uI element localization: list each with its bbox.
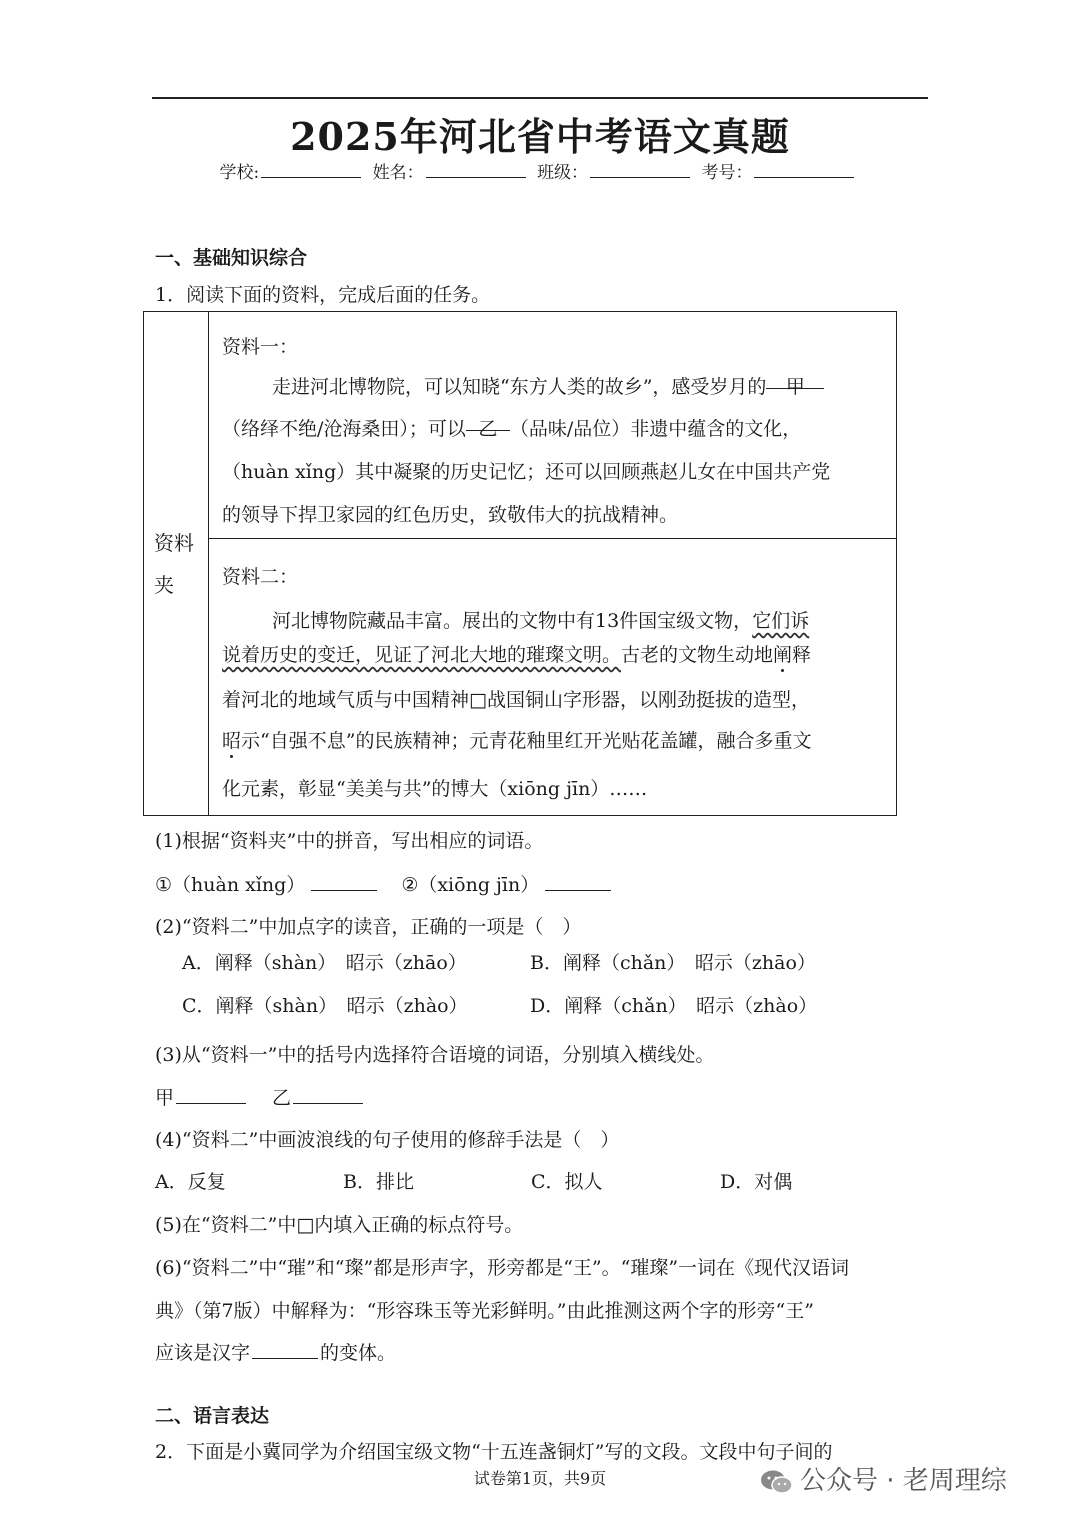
school-field[interactable] [261,163,361,178]
q1-4-option-c[interactable]: C．拟人 [531,1171,603,1193]
q1-5: (5)在“资料二”中□内填入正确的标点符号。 [155,1214,524,1236]
q1-2-option-a[interactable]: A．阐释（shàn） 昭示（zhāo） [182,952,467,974]
q1-6-line2: 典》（第7版）中解释为：“形容珠玉等光彩鲜明。”由此推测这两个字的形旁“王” [155,1300,814,1322]
q1-1-answers [155,870,611,897]
page-footer: 试卷第1页，共9页 [473,1469,607,1488]
material2-line5: 化元素，彰显“美美与共”的博大（xiōng jīn）…… [222,778,648,800]
q1-3-yi-label: 乙 [272,1087,292,1109]
watermark-text: 公众号 · 老周理综 [800,1466,1007,1496]
page-title: 2025年河北省中考语文真题 [290,114,790,159]
q1-1-a-blank[interactable] [311,874,377,891]
material2-line3: 着河北的地域气质与中国精神□战国铜山字形器，以刚劲挺拔的造型， [222,689,810,711]
q1-stem: 1．阅读下面的资料，完成后面的任务。 [155,284,491,306]
dotted-char-zhao: 昭 [222,730,242,752]
box-divider-vertical [208,312,209,815]
dotted-char-chan: 阐 [773,644,793,666]
box-divider-horizontal [208,538,896,539]
q1-3: (3)从“资料一”中的括号内选择符合语境的词语，分别填入横线处。 [155,1044,715,1066]
m2-line4-text: 示“自强不息”的民族精神；元青花釉里红开光贴花盖罐，融合多重文 [241,730,812,752]
q1-6-line3-a: 应该是汉字 [155,1342,251,1364]
q1-6-blank[interactable] [252,1342,318,1359]
class-label: 班级： [537,163,589,183]
side-label-1: 资料 [154,531,194,555]
q1-4: (4)“资料二”中画波浪线的句子使用的修辞手法是（ ） [155,1129,620,1151]
q1-4-option-a[interactable]: A．反复 [155,1171,226,1193]
top-rule [152,97,928,99]
q1-3-jia-blank[interactable] [176,1087,246,1104]
student-info-row [0,158,1080,183]
q1-3-yi-blank[interactable] [293,1087,363,1104]
watermark [760,1460,1007,1497]
q1-4-option-d[interactable]: D．对偶 [720,1171,793,1193]
side-label-2: 夹 [154,573,174,597]
section2-heading: 二、语言表达 [155,1405,270,1427]
material1-line4: 的领导下捍卫家园的红色历史，致敬伟大的抗战精神。 [222,504,679,526]
blank-jia: 甲 [766,372,824,389]
name-field[interactable] [426,163,526,178]
q1-3-answers [155,1083,363,1110]
q1-6-line1: (6)“资料二”中“璀”和“璨”都是形声字，形旁都是“王”。“璀璨”一词在《现代汉语词 [155,1257,850,1279]
q1-4-option-b[interactable]: B．排比 [343,1171,414,1193]
number-field[interactable] [754,163,854,178]
q1-2-option-d[interactable]: D．阐释（chǎn） 昭示（zhào） [530,995,818,1017]
m2-line2-text-c: 释 [792,644,812,666]
number-label: 考号： [701,163,753,183]
m2-wavy-part1: 它们诉 [752,610,810,632]
material1-line2 [222,414,801,441]
material1-line3: （huàn xǐng）其中凝聚的历史记忆；还可以回顾燕赵儿女在中国共产党 [222,461,831,483]
q1-3-jia-label: 甲 [155,1087,175,1109]
q1-2: (2)“资料二”中加点字的读音，正确的一项是（ ） [155,916,582,938]
q1-1-b-blank[interactable] [545,874,611,891]
m1-line2-text-a: （络绎不绝/沧海桑田）；可以 [222,418,466,440]
wechat-icon [760,1469,794,1495]
m2-line2-text-b: 古老的文物生动地 [621,644,774,666]
school-label: 学校: [219,163,260,183]
q1-2-option-b[interactable]: B．阐释（chǎn） 昭示（zhāo） [530,952,816,974]
q1-6-line3 [155,1338,396,1365]
blank-yi: 乙 [466,414,510,431]
material-box [143,311,897,816]
section1-heading: 一、基础知识综合 [155,247,308,269]
q1-6-line3-b: 的变体。 [320,1342,397,1364]
q1-1-b-label: ②（xiōng jīn） [401,874,540,896]
material1-title: 资料一： [222,336,299,358]
q1-1: (1)根据“资料夹”中的拼音，写出相应的词语。 [155,830,544,852]
m1-line2-text-b: （品味/品位）非遗中蕴含的文化， [509,418,802,440]
q1-1-a-label: ①（huàn xǐng） [155,874,306,896]
m2-wavy-part2: 说着历史的变迁，见证了河北大地的璀璨文明。 [222,644,622,666]
material2-line1 [272,606,809,633]
material2-line2 [222,640,811,667]
class-field[interactable] [590,163,690,178]
material1-line1 [272,372,824,399]
box-side-label [154,522,198,606]
q1-2-option-c[interactable]: C．阐释（shàn） 昭示（zhào） [182,995,468,1017]
m2-line1-text: 河北博物院藏品丰富。展出的文物中有13件国宝级文物， [272,610,753,632]
material2-line4 [222,726,811,753]
q2-line1: 2．下面是小冀同学为介绍国宝级文物“十五连盏铜灯”写的文段。文段中句子间的 [155,1441,833,1463]
material2-title: 资料二： [222,566,299,588]
m1-line1-text: 走进河北博物院，可以知晓“东方人类的故乡”，感受岁月的 [272,376,767,398]
name-label: 姓名： [372,163,424,183]
